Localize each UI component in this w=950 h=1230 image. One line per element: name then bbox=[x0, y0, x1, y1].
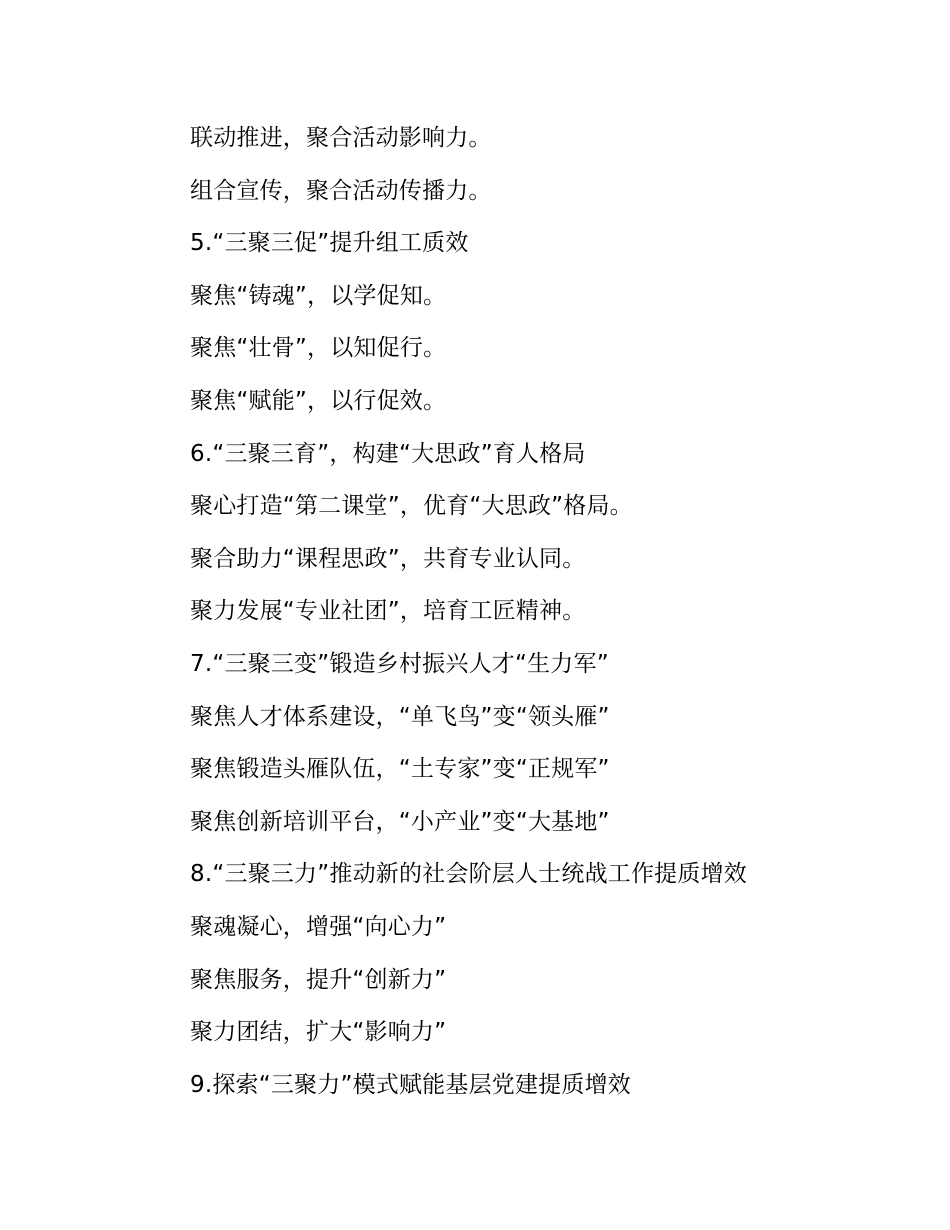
body-line: 组合宣传，聚合活动传播力。 bbox=[190, 177, 492, 204]
body-line: 聚焦“壮骨”，以知促行。 bbox=[190, 335, 447, 362]
body-line: 聚力发展“专业社团”，培育工匠精神。 bbox=[190, 598, 586, 625]
section-heading: 7.“三聚三变”锻造乡村振兴人才“生力军” bbox=[190, 650, 609, 677]
body-line: 聚合助力“课程思政”，共育专业认同。 bbox=[190, 545, 586, 572]
section-heading: 8.“三聚三力”推动新的社会阶层人士统战工作提质增效 bbox=[190, 861, 747, 888]
section-heading: 6.“三聚三育”，构建“大思政”育人格局 bbox=[190, 440, 586, 467]
body-line: 聚焦服务，提升“创新力” bbox=[190, 966, 447, 993]
body-line: 联动推进，聚合活动影响力。 bbox=[190, 125, 492, 151]
body-line: 聚力团结，扩大“影响力” bbox=[190, 1019, 447, 1046]
document-body bbox=[190, 116, 890, 1115]
body-line: 聚焦创新培训平台，“小产业”变“大基地” bbox=[190, 808, 610, 835]
section-heading: 9.探索“三聚力”模式赋能基层党建提质增效 bbox=[190, 1071, 631, 1098]
body-line: 聚焦“铸魂”，以学促知。 bbox=[190, 282, 447, 309]
section-heading: 5.“三聚三促”提升组工质效 bbox=[190, 230, 469, 257]
body-line: 聚焦人才体系建设，“单飞鸟”变“领头雁” bbox=[190, 703, 610, 730]
body-line: 聚焦“赋能”，以行促效。 bbox=[190, 387, 447, 414]
body-line: 聚魂凝心，增强“向心力” bbox=[190, 913, 447, 940]
body-line: 聚心打造“第二课堂”，优育“大思政”格局。 bbox=[190, 493, 633, 520]
body-line: 聚焦锻造头雁队伍，“土专家”变“正规军” bbox=[190, 756, 610, 783]
